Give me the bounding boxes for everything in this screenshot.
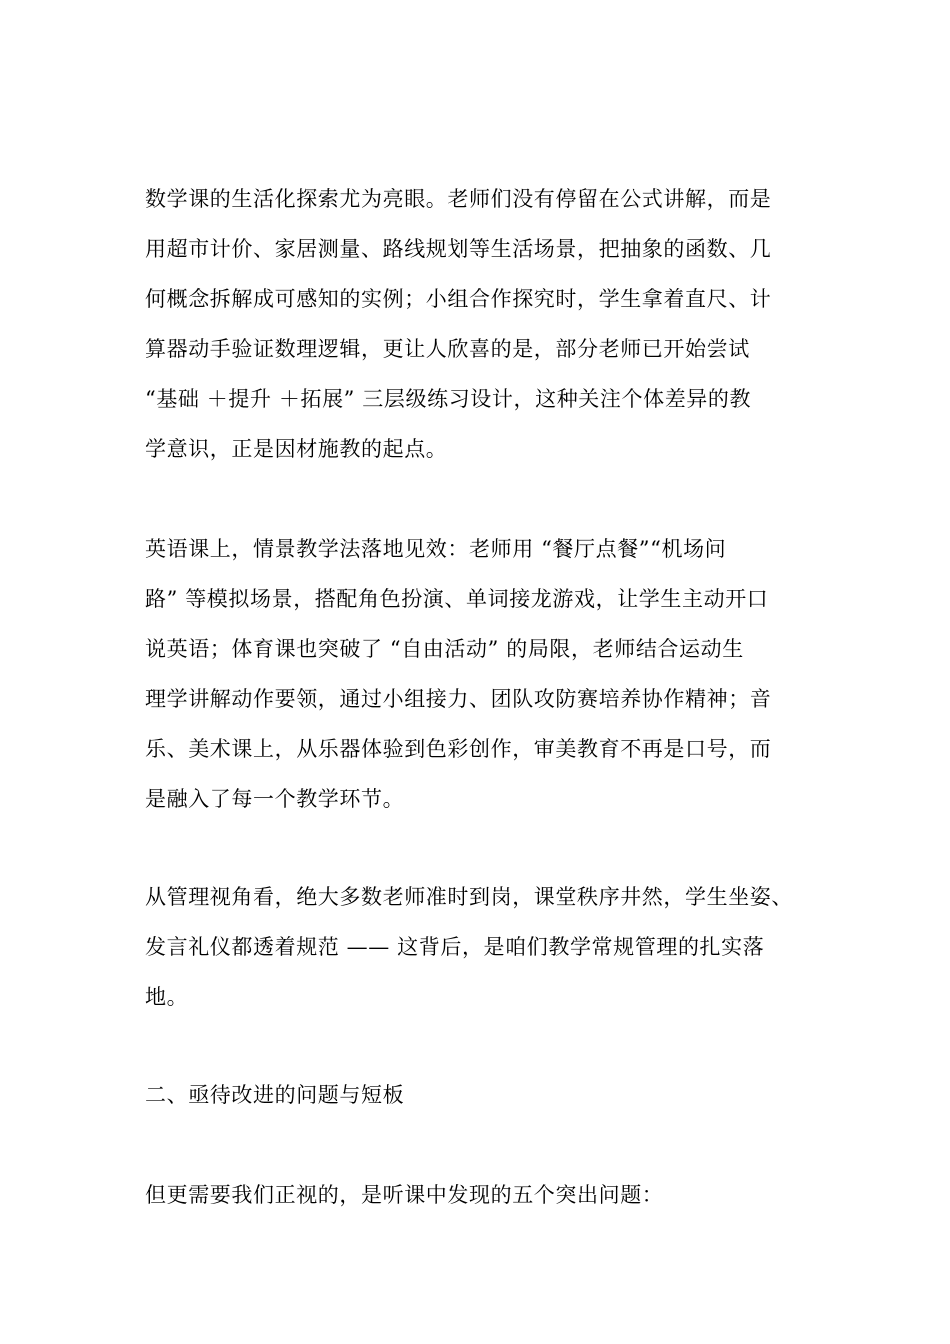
text-line: 路” 等模拟场景，搭配角色扮演、单词接龙游戏，让学生主动开口: [145, 587, 769, 611]
text-line: “基础 ＋提升 ＋拓展” 三层级练习设计，这种关注个体差异的教: [145, 387, 752, 411]
text-line: 学意识，正是因材施教的起点。: [145, 437, 448, 461]
text-line: 是融入了每一个教学环节。: [145, 787, 405, 811]
text-line: 地。: [145, 985, 189, 1009]
text-line: 理学讲解动作要领，通过小组接力、团队攻防赛培养协作精神；音: [145, 687, 772, 711]
text-line: 英语课上，情景教学法落地见效：老师用 “餐厅点餐”“机场问: [145, 537, 727, 561]
text-line: 乐、美术课上，从乐器体验到色彩创作，审美教育不再是口号，而: [145, 737, 772, 761]
text-line: 算器动手验证数理逻辑，更让人欣喜的是，部分老师已开始尝试: [145, 337, 750, 361]
text-line: 从管理视角看，绝大多数老师准时到岗，课堂秩序井然，学生坐姿、: [145, 885, 793, 909]
text-line: 用超市计价、家居测量、路线规划等生活场景，把抽象的函数、几: [145, 237, 772, 261]
heading-text: 二、亟待改进的问题与短板: [145, 1083, 405, 1107]
text-line: 数学课的生活化探索尤为亮眼。老师们没有停留在公式讲解，而是: [145, 187, 772, 211]
text-line: 何概念拆解成可感知的实例；小组合作探究时，学生拿着直尺、计: [145, 287, 772, 311]
text-line: 但更需要我们正视的，是听课中发现的五个突出问题：: [145, 1183, 664, 1207]
text-line: 发言礼仪都透着规范 —— 这背后，是咱们教学常规管理的扎实落: [145, 935, 765, 959]
text-line: 说英语；体育课也突破了 “自由活动” 的局限，老师结合运动生: [145, 637, 744, 661]
